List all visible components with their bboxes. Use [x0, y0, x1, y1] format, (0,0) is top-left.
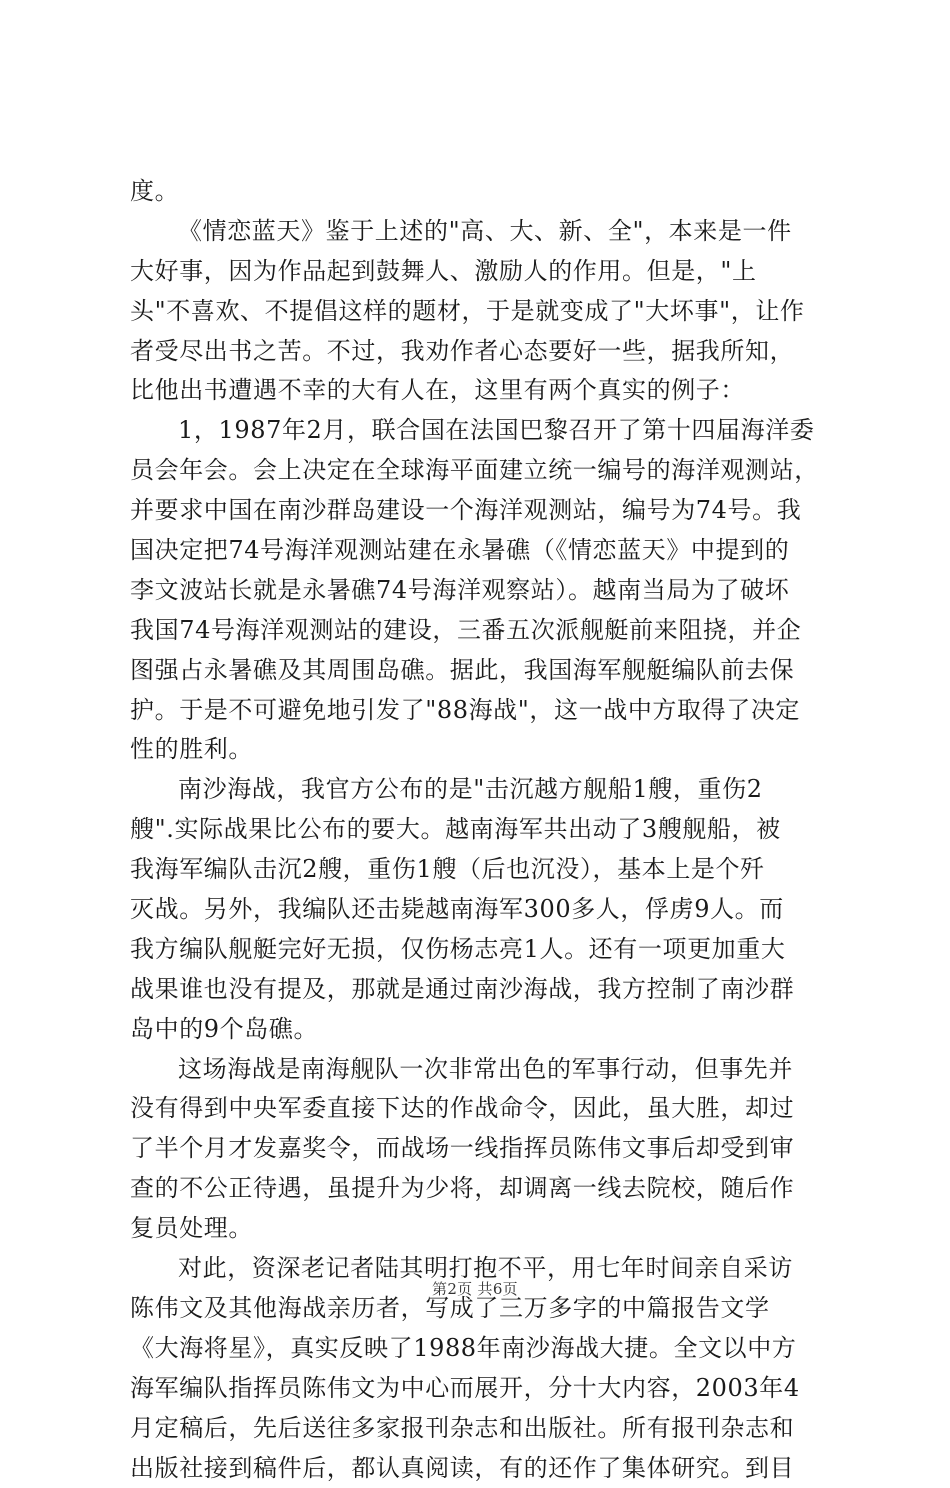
text-line: 了半个月才发嘉奖令，而战场一线指挥员陈伟文事后却受到审 — [130, 1129, 830, 1169]
text-line: 1，1987年2月，联合国在法国巴黎召开了第十四届海洋委 — [130, 411, 830, 451]
text-line: 月定稿后，先后送往多家报刊杂志和出版社。所有报刊杂志和 — [130, 1409, 830, 1449]
text-line: 复员处理。 — [130, 1209, 830, 1249]
text-line: 岛中的9个岛礁。 — [130, 1010, 830, 1050]
text-line: 性的胜利。 — [130, 730, 830, 770]
text-line: 度。 — [130, 172, 830, 212]
text-line: 图强占永暑礁及其周围岛礁。据此，我国海军舰艇编队前去保 — [130, 651, 830, 691]
text-line: 《情恋蓝天》鉴于上述的"高、大、新、全"，本来是一件 — [130, 212, 830, 252]
text-line: 国决定把74号海洋观测站建在永暑礁（《情恋蓝天》中提到的 — [130, 531, 830, 571]
text-line: 头"不喜欢、不提倡这样的题材，于是就变成了"大坏事"，让作 — [130, 292, 830, 332]
text-line: 李文波站长就是永暑礁74号海洋观察站）。越南当局为了破坏 — [130, 571, 830, 611]
text-line: 没有得到中央军委直接下达的作战命令，因此，虽大胜，却过 — [130, 1089, 830, 1129]
text-line: 大好事，因为作品起到鼓舞人、激励人的作用。但是，"上 — [130, 252, 830, 292]
text-line: 南沙海战，我官方公布的是"击沉越方舰船1艘，重伤2 — [130, 770, 830, 810]
text-line: 比他出书遭遇不幸的大有人在，这里有两个真实的例子： — [130, 371, 830, 411]
text-line: 艘".实际战果比公布的要大。越南海军共出动了3艘舰船，被 — [130, 810, 830, 850]
text-line: 我国74号海洋观测站的建设，三番五次派舰艇前来阻挠，并企 — [130, 611, 830, 651]
text-line: 灭战。另外，我编队还击毙越南海军300多人，俘虏9人。而 — [130, 890, 830, 930]
text-line: 并要求中国在南沙群岛建设一个海洋观测站，编号为74号。我 — [130, 491, 830, 531]
text-line: 员会年会。会上决定在全球海平面建立统一编号的海洋观测站， — [130, 451, 830, 491]
text-line: 陈伟文及其他海战亲历者，写成了三万多字的中篇报告文学 — [130, 1289, 830, 1329]
text-line: 出版社接到稿件后，都认真阅读，有的还作了集体研究。到目 — [130, 1449, 830, 1488]
text-line: 我方编队舰艇完好无损，仅伤杨志亮1人。还有一项更加重大 — [130, 930, 830, 970]
text-line: 我海军编队击沉2艘，重伤1艘（后也沉没），基本上是个歼 — [130, 850, 830, 890]
text-line: 《大海将星》，真实反映了1988年南沙海战大捷。全文以中方 — [130, 1329, 830, 1369]
page-footer: 第2页 共6页 — [0, 1278, 950, 1299]
text-line: 查的不公正待遇，虽提升为少将，却调离一线去院校，随后作 — [130, 1169, 830, 1209]
text-line: 海军编队指挥员陈伟文为中心而展开，分十大内容，2003年4 — [130, 1369, 830, 1409]
text-line: 对此，资深老记者陆其明打抱不平，用七年时间亲自采访 — [130, 1249, 830, 1289]
text-line: 战果谁也没有提及，那就是通过南沙海战，我方控制了南沙群 — [130, 970, 830, 1010]
text-line: 者受尽出书之苦。不过，我劝作者心态要好一些，据我所知， — [130, 332, 830, 372]
text-line: 这场海战是南海舰队一次非常出色的军事行动，但事先并 — [130, 1050, 830, 1090]
text-line: 护。于是不可避免地引发了"88海战"，这一战中方取得了决定 — [130, 691, 830, 731]
